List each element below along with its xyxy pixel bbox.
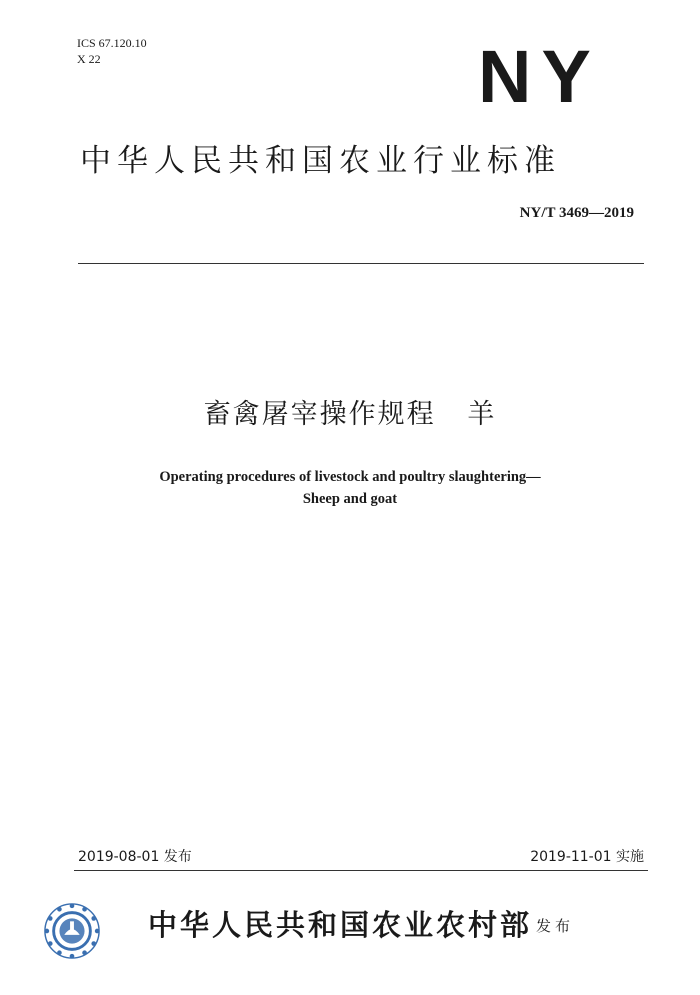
- ics-code: ICS 67.120.10: [77, 36, 147, 50]
- issuing-authority: 中华人民共和国农业农村部: [148, 908, 533, 942]
- ministry-seal-icon: [43, 902, 101, 960]
- issue-label: 发布: [536, 917, 575, 935]
- document-title-en-line-1: Operating procedures of livestock and poultry slaughtering—: [159, 469, 541, 485]
- standard-number: NY/T 3469—2019: [519, 205, 634, 221]
- publish-date: 2019-08-01 发布: [78, 849, 192, 865]
- standard-category-title: 中华人民共和国农业行业标准: [80, 143, 561, 179]
- ny-logo: NY: [478, 35, 601, 118]
- bottom-divider: [74, 870, 648, 871]
- document-title-cn: 畜禽屠宰操作规程 羊: [203, 399, 497, 430]
- implement-date: 2019-11-01 实施: [530, 849, 644, 865]
- top-divider: [78, 263, 644, 264]
- document-title-en-line-2: Sheep and goat: [302, 491, 398, 507]
- classification-code: X 22: [77, 52, 101, 66]
